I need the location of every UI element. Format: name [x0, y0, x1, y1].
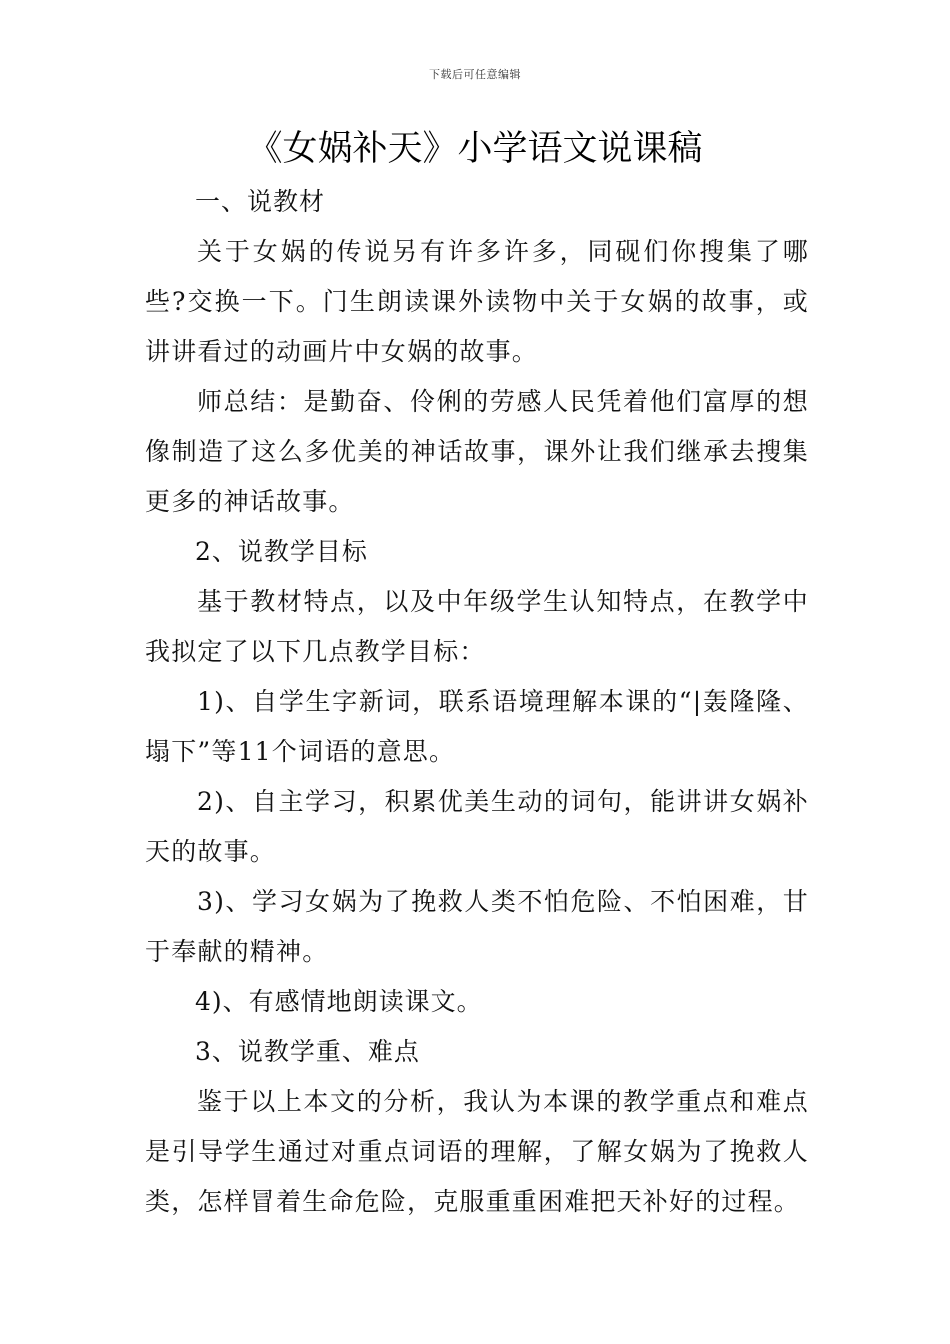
document-body — [145, 177, 809, 1227]
paragraph: 师总结：是勤奋、伶俐的劳感人民凭着他们富厚的想像制造了这么多优美的神话故事，课外让我们继承去搜集更多的神话故事。 — [145, 387, 809, 516]
objective-item: 3)、学习女娲为了挽救人类不怕危险、不怕困难，甘于奉献的精神。 — [145, 887, 809, 966]
objective-item: 1)、自学生字新词，联系语境理解本课的“|轰隆隆、塌下”等11个词语的意思。 — [145, 687, 809, 766]
objective-item: 2)、自主学习，积累优美生动的词句，能讲讲女娲补天的故事。 — [145, 787, 809, 866]
paragraph: 鉴于以上本文的分析，我认为本课的教学重点和难点是引导学生通过对重点词语的理解，了解女娲为了挽救人类，怎样冒着生命危险，克服重重困难把天补好的过程。 — [145, 1087, 809, 1216]
paragraph: 基于教材特点，以及中年级学生认知特点，在教学中我拟定了以下几点教学目标： — [145, 587, 809, 666]
header-note: 下载后可任意编辑 — [429, 68, 521, 81]
section-heading: 一、说教材 — [195, 187, 326, 216]
section-heading: 3、说教学重、难点 — [195, 1037, 420, 1066]
objective-item: 4)、有感情地朗读课文。 — [195, 987, 483, 1016]
section-heading: 2、说教学目标 — [195, 537, 368, 566]
page-title: 《女娲补天》小学语文说课稿 — [247, 129, 703, 169]
paragraph: 关于女娲的传说另有许多许多，同砚们你搜集了哪些?交换一下。门生朗读课外读物中关于女娲的故事，或讲讲看过的动画片中女娲的故事。 — [145, 237, 809, 366]
